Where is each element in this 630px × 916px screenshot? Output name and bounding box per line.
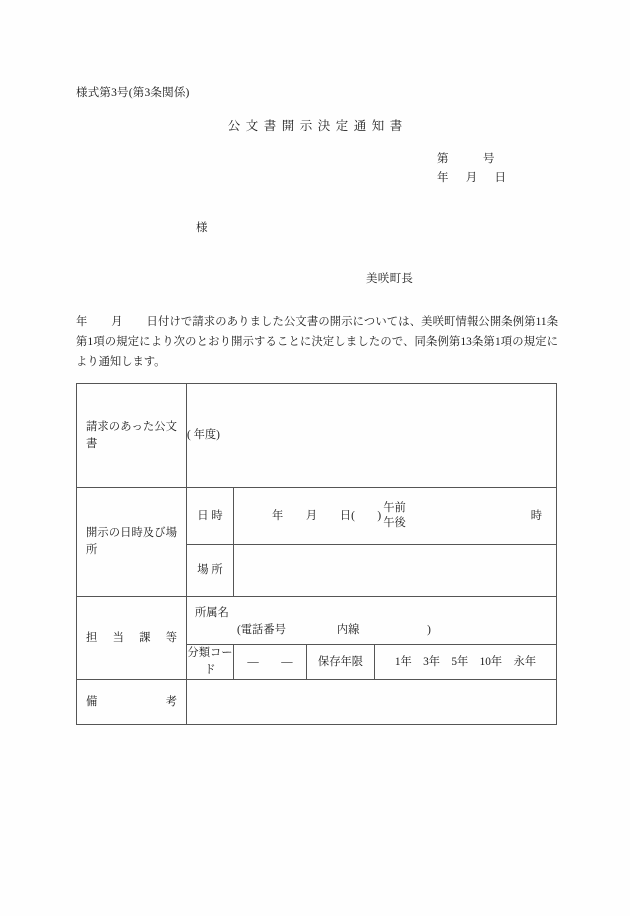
document-meta xyxy=(437,150,506,188)
page-title: 公文書開示決定通知書 xyxy=(227,119,408,133)
retention-label: 保存年限 xyxy=(307,645,375,680)
datetime-value[interactable] xyxy=(234,488,557,545)
body-line-1: 年 月 日付けで請求のありました公文書の開示については、美咲町情報公 xyxy=(76,316,490,328)
place-value[interactable] xyxy=(234,545,557,597)
serial-number-line: 第 号 xyxy=(437,153,495,165)
department-label: 担当課等 xyxy=(77,597,187,680)
am-pm-选择[interactable] xyxy=(383,501,406,531)
remarks-label: 備考 xyxy=(77,680,187,725)
affiliation-value[interactable] xyxy=(187,597,557,645)
affiliation-label: 所属名 xyxy=(195,607,229,619)
disclosure-form-table xyxy=(76,383,557,725)
body-line-3: 第13条第1項の規定により通知します。 xyxy=(76,336,558,368)
body-line-2: 開条例第11条第1項の規定により次のとおり開示することに決定しましたので、同条例 xyxy=(76,316,558,348)
hour-unit: 時 xyxy=(530,509,543,522)
class-code-label: 分類コード xyxy=(187,645,234,680)
issuer-name: 美咲町長 xyxy=(366,273,414,285)
remarks-value[interactable] xyxy=(187,680,557,725)
phone-line: (電話番号 内線 ) xyxy=(237,624,431,636)
table-row-department xyxy=(77,597,557,645)
table-row-remarks xyxy=(77,680,557,725)
issue-date-line: 年 月 日 xyxy=(437,172,506,184)
datetime-label: 日 時 xyxy=(187,488,234,545)
place-label: 場 所 xyxy=(187,545,234,597)
body-paragraph xyxy=(76,312,558,372)
disclosure-label: 開示の日時及び場所 xyxy=(77,488,187,597)
datetime-ymd: 年 月 日( ) xyxy=(272,509,382,522)
pm-label[interactable]: 午後 xyxy=(383,517,406,529)
class-code-value[interactable]: — — xyxy=(234,645,307,680)
form-number: 様式第3号(第3条関係) xyxy=(76,87,190,99)
addressee-suffix: 様 xyxy=(196,222,208,234)
am-label[interactable]: 午前 xyxy=(383,502,406,514)
table-row-requested-document xyxy=(77,384,557,488)
requested-document-value[interactable]: ( 年度) xyxy=(187,384,557,488)
requested-document-label: 請求のあった公文書 xyxy=(77,384,187,488)
retention-options[interactable]: 1年 3年 5年 10年 永年 xyxy=(375,645,557,680)
table-row-disclosure-datetime xyxy=(77,488,557,545)
